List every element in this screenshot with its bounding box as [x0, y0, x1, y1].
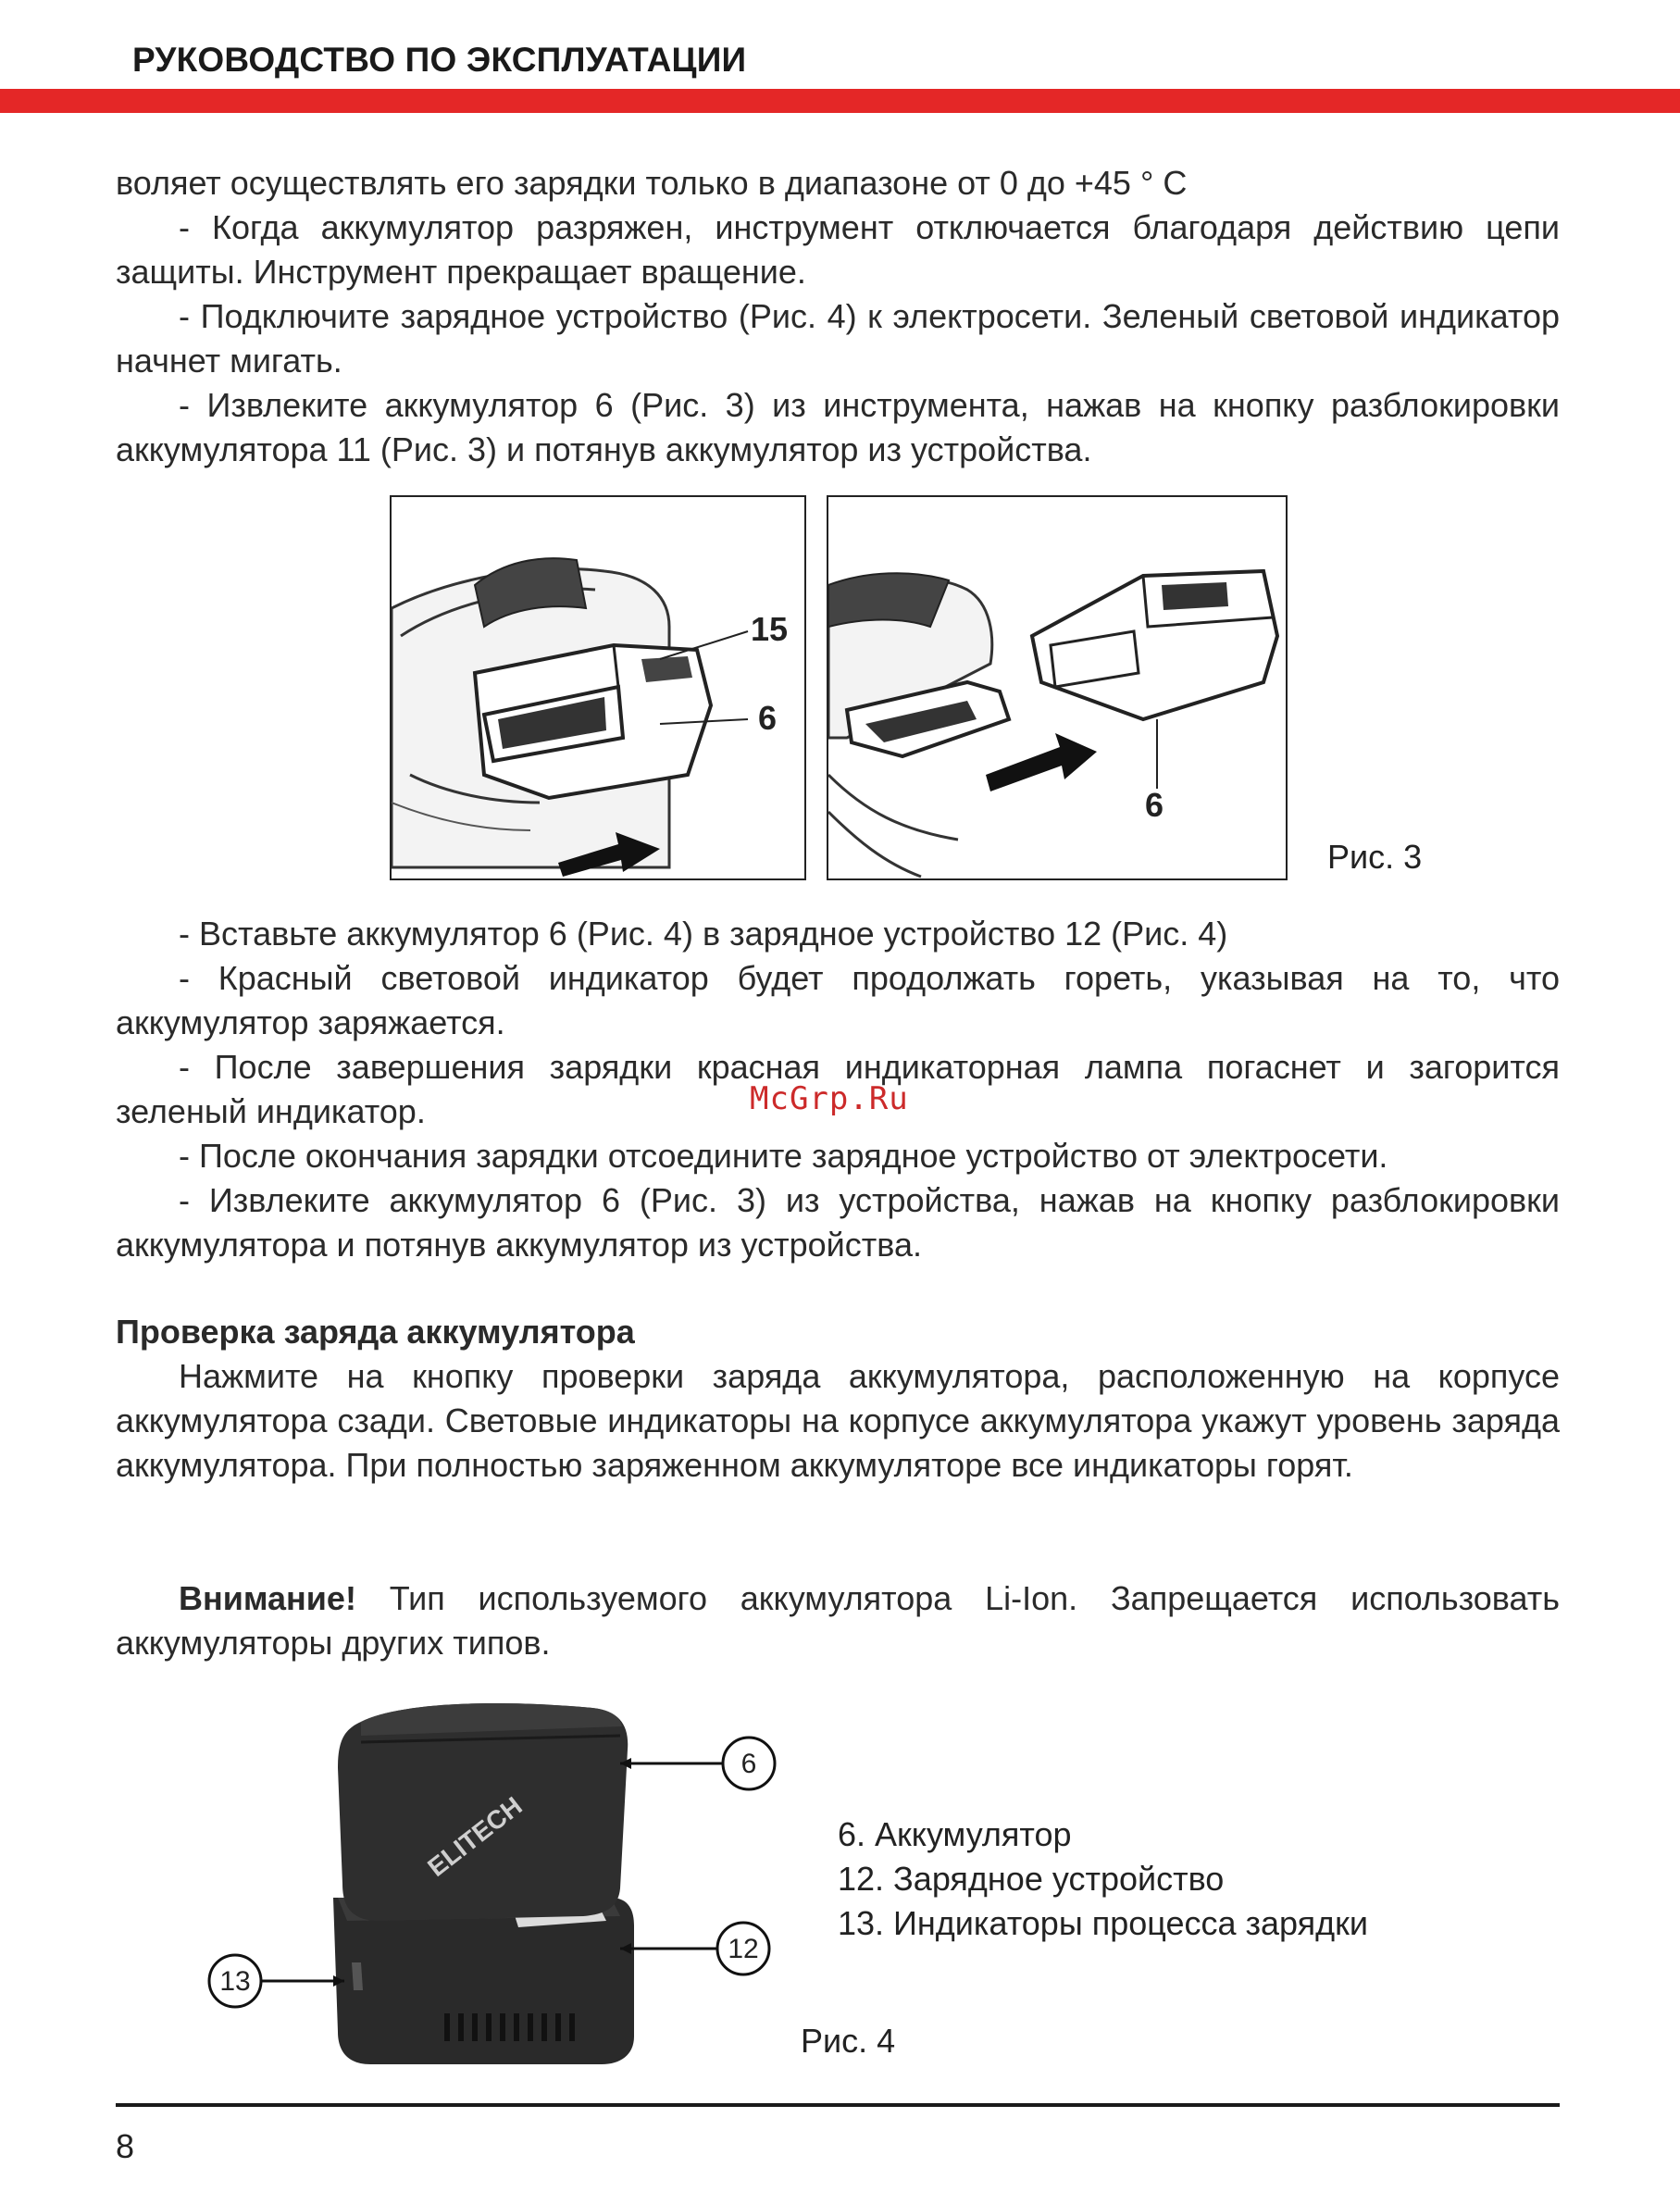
callout-6: 6: [740, 1749, 757, 1779]
footer-divider: [116, 2103, 1560, 2107]
figure4-legend: [838, 1813, 1368, 1946]
warning-text: Тип используемого аккумулятора Li-Ion. Запрещается использовать аккумуляторы других типов.: [116, 1579, 1560, 1662]
paragraph: - Подключите зарядное устройство (Рис. 4) к электросети. Зеленый световой индикатор начнет мигать.: [116, 297, 1560, 380]
figure3-label-6: 6: [758, 699, 778, 737]
paragraph: - Когда аккумулятор разряжен, инструмент отключается благодаря действию цепи защиты. Инструмент прекращает вращение.: [116, 208, 1560, 291]
brand-logo-text: ELITECH: [422, 1790, 528, 1883]
paragraph: - Извлеките аккумулятор 6 (Рис. 3) из устройства, нажав на кнопку разблокировки аккумулятора и потянув аккумулятор из устройства.: [116, 1181, 1560, 1264]
figure3-right-label-6: 6: [1145, 786, 1164, 824]
paragraph: [116, 1576, 1560, 1665]
section-battery-check: [116, 1310, 1560, 1488]
header-accent-bar: [0, 89, 1680, 113]
text-block-top: [116, 161, 1560, 472]
paragraph: - Красный световой индикатор будет продолжать гореть, указывая на то, что аккумулятор заряжается.: [116, 959, 1560, 1041]
page-number: 8: [116, 2127, 135, 2165]
figure4-caption: Рис. 4: [801, 2022, 896, 2060]
charger-with-battery-photo: [185, 1685, 833, 2074]
paragraph: - Вставьте аккумулятор 6 (Рис. 4) в зарядное устройство 12 (Рис. 4): [179, 915, 1228, 953]
figure3-left-panel: [390, 495, 806, 880]
paragraph: воляет осуществлять его зарядки только в диапазоне от 0 до +45 ° С: [116, 164, 1188, 202]
page-header-title: РУКОВОДСТВО ПО ЭКСПЛУАТАЦИИ: [132, 41, 747, 79]
callout-12: 12: [728, 1934, 759, 1964]
section-title: Проверка заряда аккумулятора: [116, 1313, 635, 1351]
warning-block: [116, 1576, 1560, 1665]
legend-item: 12. Зарядное устройство: [838, 1860, 1225, 1898]
watermark: McGrp.Ru: [750, 1080, 909, 1117]
warning-label: Внимание!: [179, 1579, 356, 1617]
battery-insert-illustration: [828, 497, 1286, 878]
figure3-caption: Рис. 3: [1327, 838, 1423, 876]
figure3-label-15: 15: [751, 610, 789, 648]
paragraph: - Извлеките аккумулятор 6 (Рис. 3) из инструмента, нажав на кнопку разблокировки аккумулятора 11 (Рис. 3) и потянув аккумулятор из устройства.: [116, 386, 1560, 468]
figure3-right-panel: [827, 495, 1288, 880]
paragraph: - После окончания зарядки отсоедините зарядное устройство от электросети.: [179, 1137, 1388, 1175]
figure3-left-leaders: [392, 497, 804, 878]
paragraph: Нажмите на кнопку проверки заряда аккумулятора, расположенную на корпусе аккумулятора сзади. Световые индикаторы на корпусе аккумулятора укажут уровень заряда аккумулятора. При полностью заряженном аккумуляторе все индикаторы горят.: [116, 1357, 1560, 1484]
paragraph: - После завершения зарядки красная индикаторная лампа погаснет и загорится зеленый индикатор.: [116, 1048, 1560, 1130]
legend-item: 13. Индикаторы процесса зарядки: [838, 1904, 1368, 1942]
callout-13: 13: [219, 1966, 251, 1997]
legend-item: 6. Аккумулятор: [838, 1815, 1072, 1853]
